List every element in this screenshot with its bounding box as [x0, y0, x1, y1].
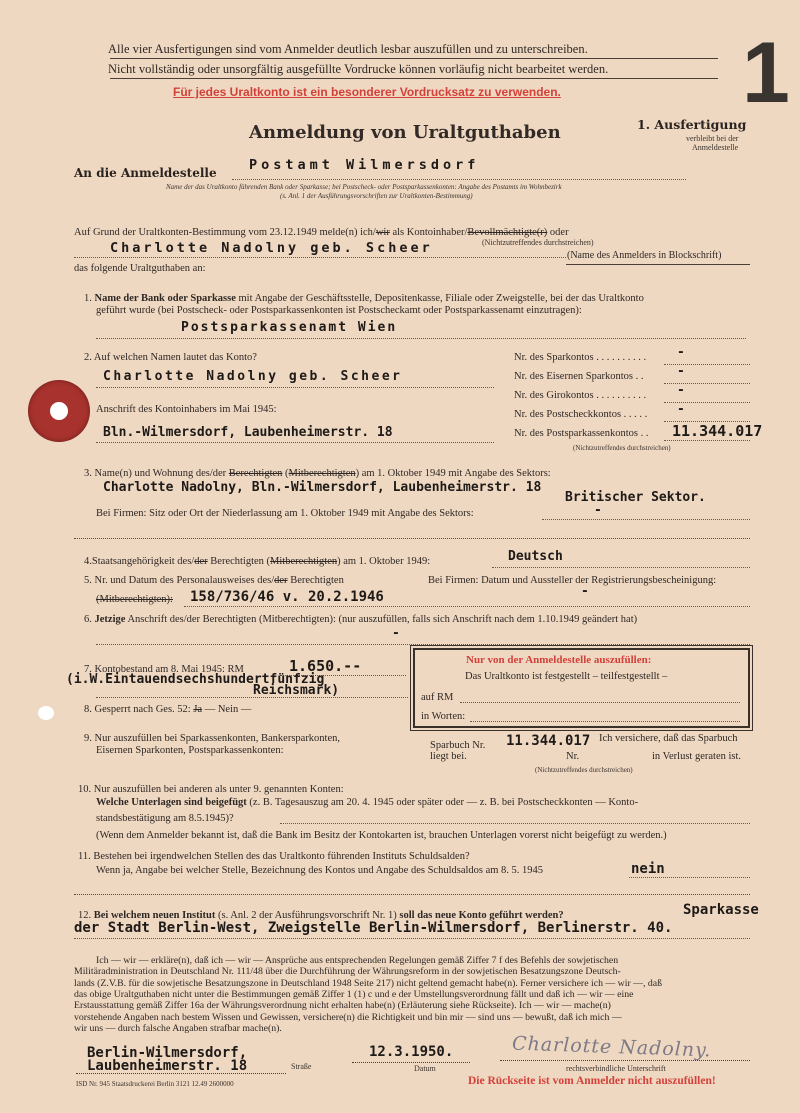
sparbuch-value[interactable]: 11.344.017 [506, 733, 591, 749]
section-6-line [96, 644, 750, 645]
applicant-line [74, 257, 566, 258]
id-card-value[interactable]: 158/736/46 v. 20.2.1946 [190, 589, 384, 605]
wax-seal-icon [28, 380, 90, 442]
account-number-label: Nr. des Eisernen Sparkontos . . [514, 371, 644, 382]
printer-imprint: ISD Nr. 945 Staatsdruckerei Berlin 3121 12.49 2600000 [76, 1080, 234, 1088]
bank-name-value[interactable]: Postsparkassenamt Wien [181, 320, 398, 335]
section-4-text: 4.Staatsangehörigkeit des/der Berechtigten (Mitberechtigten) am 1. Oktober 1949: [84, 556, 431, 567]
account-number-value[interactable]: - [677, 364, 685, 379]
sparbuch-nr: Nr. [566, 751, 580, 762]
page-title: Anmeldung von Uraltguthaben [249, 122, 561, 143]
office-box-line-1: Das Uraltkonto ist festgestellt – teilfestgestellt – [465, 671, 668, 682]
place-line [76, 1073, 286, 1074]
office-box-words: in Worten: [421, 711, 466, 722]
section-3-line [542, 519, 750, 520]
account-number-value[interactable]: - [677, 402, 685, 417]
copy-label: 1. Ausfertigung [637, 117, 747, 132]
declaration-line: lands (Z.V.B. für die sowjetische Besatzungszone in Deutschland 1948 Seite 217) nicht geltend gemacht habe(n). Ferner versichere ich — wir —, daß [74, 977, 663, 989]
declaration-line: wir uns — durch falsche Angaben strafbar mache(n). [74, 1022, 282, 1034]
account-number-value[interactable]: 11.344.017 [672, 422, 763, 440]
registration-value[interactable]: - [581, 584, 589, 599]
office-rm-line [460, 702, 740, 703]
account-number-label: Nr. des Sparkontos . . . . . . . . . . [514, 352, 647, 363]
declaration-line: Ich — wir — erkläre(n), daß ich — wir — Ansprüche aus entsprechenden Regelungen gemäß Ziffer 7 f des Befehls der sowjetischen [96, 955, 619, 966]
nationality-value[interactable]: Deutsch [508, 549, 563, 564]
holder-line [96, 387, 494, 388]
section-10-line [280, 823, 750, 824]
place-value-2[interactable]: Laubenheimerstr. 18 [87, 1058, 248, 1074]
applicant-name[interactable]: Charlotte Nadolny geb. Scheer [110, 240, 433, 256]
section-5-line [184, 606, 750, 607]
registration-label: Bei Firmen: Datum und Aussteller der Registrierungsbescheinigung: [428, 575, 717, 586]
beneficiary-value[interactable]: Charlotte Nadolny, Bln.-Wilmersdorf, Laubenheimerstr. 18 [103, 480, 542, 495]
sparbuch-right-2: in Verlust geraten ist. [652, 751, 742, 762]
signature-line [500, 1060, 750, 1061]
section-10-text-3: standsbestätigung am 8.5.1945)? [96, 813, 234, 824]
strike-note-intro: (Nichtzutreffendes durchstreichen) [482, 238, 594, 247]
debt-value[interactable]: nein [631, 861, 665, 877]
accounts-note: (Nichtzutreffendes durchstreichen) [573, 444, 671, 452]
intro-following: das folgende Uraltguthaben an: [74, 263, 206, 274]
section-5-text: 5. Nr. und Datum des Personalausweises des/der Berechtigten [84, 575, 344, 586]
street-label: Straße [291, 1062, 312, 1071]
section-1-text-2: geführt wurde (bei Postscheck- oder Postsparkassenkonten ist Postscheckamt oder Postsparkassenamt einzutragen): [96, 305, 582, 316]
address-line [96, 442, 494, 443]
section-9-note: (Nichtzutreffendes durchstreichen) [535, 766, 633, 774]
recipient-line [232, 179, 686, 180]
instruction-line-1: Alle vier Ausfertigungen sind vom Anmelder deutlich lesbar auszufüllen und zu unterschreiben. [108, 42, 588, 56]
office-box-rm: auf RM [421, 692, 454, 703]
new-institute-value-2[interactable]: der Stadt Berlin-West, Zweigstelle Berlin-Wilmersdorf, Berlinerstr. 40. [74, 920, 673, 936]
firm-location-value[interactable]: - [594, 503, 602, 518]
holder-address[interactable]: Bln.-Wilmersdorf, Laubenheimerstr. 18 [103, 425, 393, 440]
copy-number-big: 1 [742, 25, 790, 121]
office-words-line [470, 721, 740, 722]
section-1-line [96, 338, 746, 339]
header-rule-1 [110, 58, 718, 59]
instruction-line-2: Nicht vollständig oder unsorgfältig ausgefüllte Vordrucke können vorläufig nicht bearbeitet werden. [108, 62, 609, 76]
section-4-line [492, 567, 750, 568]
section-2-question: 2. Auf welchen Namen lautet das Konto? [84, 352, 257, 363]
copy-note-1: verbleibt bei der [686, 134, 739, 143]
section-1-text: 1. Name der Bank oder Sparkasse mit Angabe der Geschäftsstelle, Depositenkasse, Filiale oder Zweigstelle, bei der das Uraltkonto [84, 293, 644, 304]
balance-value[interactable]: 1.650.-- [289, 657, 362, 675]
date-value[interactable]: 12.3.1950. [369, 1044, 454, 1060]
declaration-line: vorstehende Angaben nach bestem Wissen und Gewissen, versichere(n) die Richtigkeit und bin mir — sind uns — bewußt, daß ich mich — [74, 1011, 622, 1023]
section-11-separator [74, 894, 750, 895]
section-10-text-1: 10. Nur auszufüllen bei anderen als unter 9. genannten Konten: [78, 784, 344, 795]
back-side-notice: Die Rückseite ist vom Anmelder nicht auszufüllen! [468, 1075, 716, 1087]
account-number-value[interactable]: - [677, 383, 685, 398]
sector-value[interactable]: Britischer Sektor. [565, 490, 706, 505]
recipient-label: An die Anmeldestelle [74, 166, 217, 180]
words-line [96, 697, 408, 698]
section-11-text-2: Wenn ja, Angabe bei welcher Stelle, Bezeichnung des Kontos und Angabe des Schuldsaldos am 8. 5. 1945 [96, 865, 544, 876]
section-5-mit: (Mitberechtigten): [96, 594, 173, 605]
section-11-text-1: 11. Bestehen bei irgendwelchen Stellen des das Uraltkonto führenden Instituts Schuldsalden? [78, 851, 470, 862]
account-number-line [664, 440, 750, 441]
section-7-label: 7. Kontobestand am 8. Mai 1945: RM [84, 664, 244, 675]
account-number-label: Nr. des Postsparkassenkontos . . [514, 428, 649, 439]
date-line [352, 1062, 470, 1063]
sparbuch-label-2: liegt bei. [430, 751, 467, 762]
header-rule-2 [110, 78, 718, 79]
address-label: Anschrift des Kontoinhabers im Mai 1945: [96, 404, 277, 415]
account-number-label: Nr. des Postscheckkontos . . . . . [514, 409, 648, 420]
section-8-text: 8. Gesperrt nach Ges. 52: Ja — Nein — [84, 704, 252, 715]
place-value-1[interactable]: Berlin-Wilmersdorf, [87, 1045, 248, 1061]
current-address-value[interactable]: - [392, 626, 400, 641]
section-3-separator [74, 538, 750, 539]
section-11-line [629, 877, 750, 878]
applicant-note: (Name des Anmelders in Blockschrift) [567, 250, 722, 261]
section-12-text: 12. Bei welchem neuen Institut (s. Anl. 2 der Ausführungsvorschrift Nr. 1) soll das neue Konto geführt werden? [78, 910, 564, 921]
section-6-text: 6. Jetzige Anschrift des/der Berechtigten (Mitberechtigten): (nur auszufüllen, falls sich Anschrift nach dem 1.10.1949 geändert hat) [84, 614, 638, 625]
signature: Charlotte Nadolny. [511, 1032, 712, 1062]
account-holder-name[interactable]: Charlotte Nadolny geb. Scheer [103, 369, 403, 384]
office-box-title: Nur von der Anmeldestelle auszufüllen: [466, 654, 652, 666]
balance-words-2[interactable]: Reichsmark) [253, 683, 340, 698]
new-institute-value-1[interactable]: Sparkasse [683, 902, 759, 918]
account-number-value[interactable]: - [677, 345, 685, 360]
section-12-line [74, 938, 750, 939]
intro-text: Auf Grund der Uraltkonten-Bestimmung vom 23.12.1949 melde(n) ich/wir als Kontoinhaber/Bevollmächtigte(r) oder [74, 227, 569, 238]
sparbuch-right-1: Ich versichere, daß das Sparbuch [599, 733, 738, 744]
recipient-note-1: Name der das Uraltkonto führenden Bank oder Sparkasse; bei Postscheck- oder Postsparkassenkonten: Angabe des Postamts im Wohnbezirk [166, 183, 562, 191]
punch-hole-icon [38, 706, 54, 720]
recipient-value[interactable]: Postamt Wilmersdorf [249, 157, 480, 173]
date-label: Datum [414, 1064, 436, 1073]
firm-location-label: Bei Firmen: Sitz oder Ort der Niederlassung am 1. Oktober 1949 mit Angabe des Sektors: [96, 508, 474, 519]
account-number-label: Nr. des Girokontos . . . . . . . . . . [514, 390, 647, 401]
copy-note-2: Anmeldestelle [692, 143, 739, 152]
declaration-line: Militäradministration in Deutschland Nr. 111/48 über die Durchführung der Währungsreform in der sowjetischen Besatzungszone Deutsch- [74, 966, 621, 978]
recipient-note-2: (s. Anl. 1 der Ausführungsvorschriften zur Uraltkonten-Bestimmung) [280, 192, 473, 200]
section-3-text: 3. Name(n) und Wohnung des/der Berechtigten (Mitberechtigten) am 1. Oktober 1949 mit Angabe des Sektors: [84, 468, 551, 479]
declaration-line: das obige Uraltguthaben nicht unter die Bestimmungen gemäß Ziffer 1 (1) c und e der Umstellungsverordnung fällt und daß ich — wir — eine [74, 988, 634, 1000]
sparbuch-label: Sparbuch Nr. [430, 740, 486, 751]
applicant-line-right [566, 264, 750, 265]
section-10-text-2: Welche Unterlagen sind beigefügt (z. B. Tagesauszug am 20. 4. 1945 oder später oder — z. B. bei Postscheckkonten — Konto- [96, 797, 639, 808]
declaration-line: Erstausstattung gemäß Ziffer 16a der Währungsverordnung nicht erhalten habe(n) (Erläuterung siehe Rückseite). Ich — wir — mache(n) [74, 1000, 611, 1012]
section-9-text-1: 9. Nur auszufüllen bei Sparkassenkonten, Bankersparkonten, [84, 733, 341, 744]
red-instruction: Für jedes Uraltkonto ist ein besonderer Vordrucksatz zu verwenden. [173, 85, 561, 99]
balance-words[interactable]: (i.W.Eintauendsechshundertfünfzig [66, 672, 325, 687]
signature-label: rechtsverbindliche Unterschrift [566, 1064, 666, 1073]
section-9-text-2: Eisernen Sparkonten, Postsparkassenkonten: [96, 745, 284, 756]
section-10-text-4: (Wenn dem Anmelder bekannt ist, daß die Bank im Besitz der Kontokarten ist, brauchen Unterlagen vorerst nicht beigefügt zu werden.) [96, 830, 667, 841]
